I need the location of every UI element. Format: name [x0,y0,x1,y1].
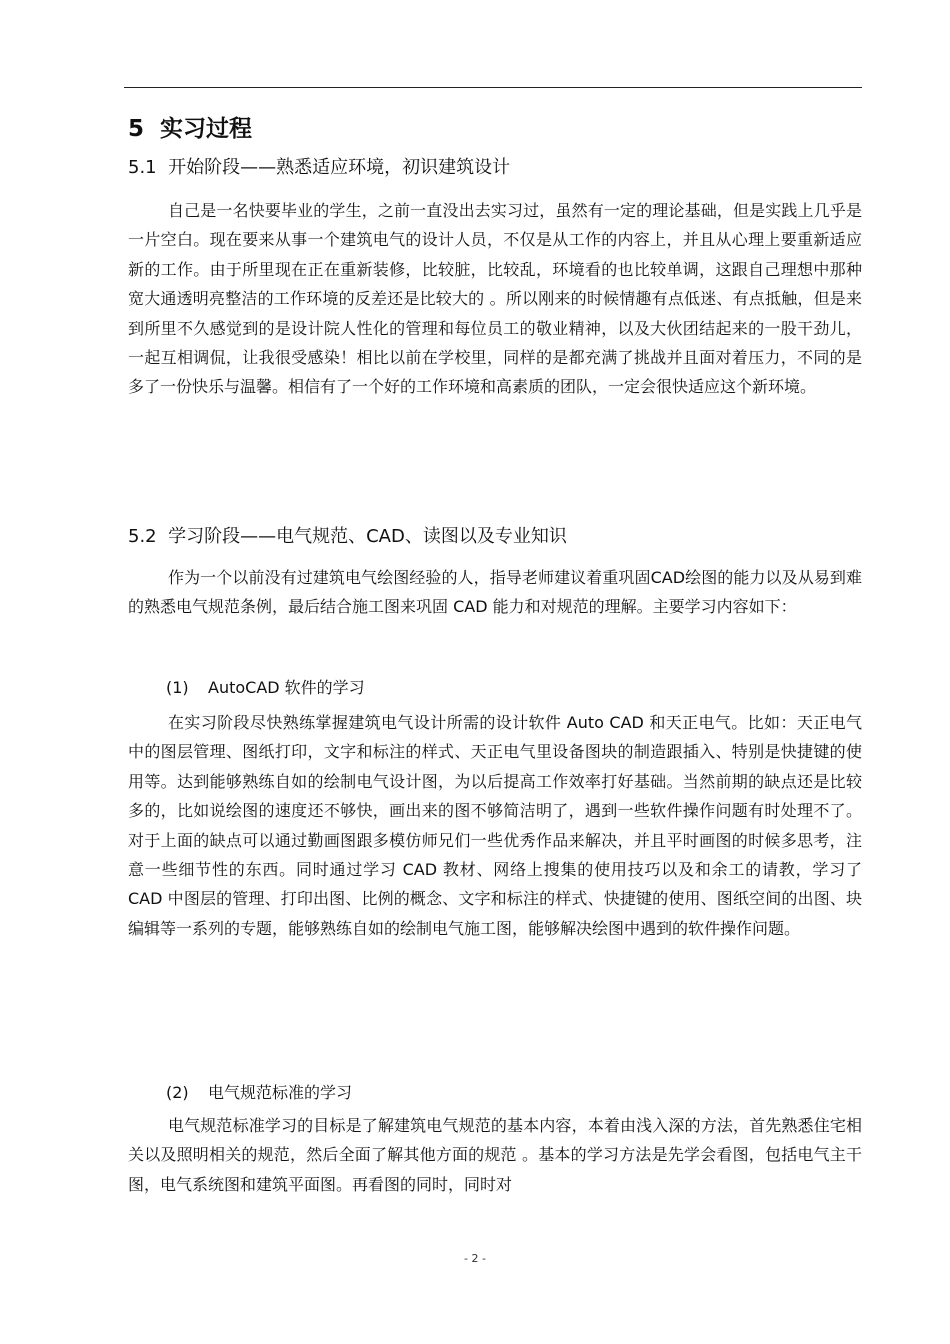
list-item-number: (2) [166,1083,189,1102]
section-heading-5-2 [128,522,567,548]
section-number: 5.1 [128,157,157,178]
paragraph-study-overview: 作为一个以前没有过建筑电气绘图经验的人，指导老师建议着重巩固CAD绘图的能力以及从易到难的熟悉电气规范条例，最后结合施工图来巩固 CAD 能力和对规范的理解。主要学习内容如下： [128,568,862,617]
list-item-electrical-standards [166,1080,352,1103]
list-item-text: 电气规范标准的学习 [208,1083,353,1102]
page-number: - 2 - [464,1252,486,1265]
section-title: 开始阶段——熟悉适应环境，初识建筑设计 [168,157,511,178]
chapter-title: 实习过程 [160,116,253,142]
chapter-heading [128,110,252,143]
chapter-number: 5 [128,116,145,142]
list-item-autocad [166,675,365,698]
paragraph-electrical-standards: 电气规范标准学习的目标是了解建筑电气规范的基本内容，本着由浅入深的方法，首先熟悉住宅相关以及照明相关的规范，然后全面了解其他方面的规范 。基本的学习方法是先学会看图，包括电气主干图，电气系统图和建筑平面图。再看图的同时，同时对 [128,1116,862,1194]
header-rule [124,87,862,88]
section-number: 5.2 [128,526,157,547]
section-title: 学习阶段——电气规范、CAD、读图以及专业知识 [168,526,567,547]
section-heading-5-1 [128,153,510,179]
list-item-text: AutoCAD 软件的学习 [208,678,365,697]
paragraph-autocad: 在实习阶段尽快熟练掌握建筑电气设计所需的设计软件 Auto CAD 和天正电气。比如：天正电气中的图层管理、图纸打印，文字和标注的样式、天正电气里设备图块的制造跟插入、特别是快捷键的使用等。达到能够熟练自如的绘制电气设计图，为以后提高工作效率打好基础。当然前期的缺点还是比较多的，比如说绘图的速度还不够快，画出来的图不够简洁明了，遇到一些软件操作问题有时处理不了。对于上面的缺点可以通过勤画图跟多模仿师兄们一些优秀作品来解决，并且平时画图的时候多思考，注意一些细节性的东西。同时通过学习 CAD 教材、网络上搜集的使用技巧以及和余工的请教，学习了 CAD 中图层的管理、打印出图、比例的概念、文字和标注的样式、快捷键的使用、图纸空间的出图、块编辑等一系列的专题，能够熟练自如的绘制电气施工图，能够解决绘图中遇到的软件操作问题。 [128,713,862,938]
paragraph-intro: 自己是一名快要毕业的学生，之前一直没出去实习过，虽然有一定的理论基础，但是实践上几乎是一片空白。现在要来从事一个建筑电气的设计人员，不仅是从工作的内容上，并且从心理上要重新适应新的工作。由于所里现在正在重新装修，比较脏，比较乱，环境看的也比较单调，这跟自己理想中那种宽大通透明亮整洁的工作环境的反差还是比较大的 。所以刚来的时候情趣有点低迷、有点抵触，但是来到所里不久感觉到的是设计院人性化的管理和每位员工的敬业精神，以及大伙团结起来的一股干劲儿，一起互相调侃，让我很受感染！相比以前在学校里，同样的是都充满了挑战并且面对着压力，不同的是多了一份快乐与温馨。相信有了一个好的工作环境和高素质的团队，一定会很快适应这个新环境。 [128,201,862,397]
list-item-number: (1) [166,678,189,697]
